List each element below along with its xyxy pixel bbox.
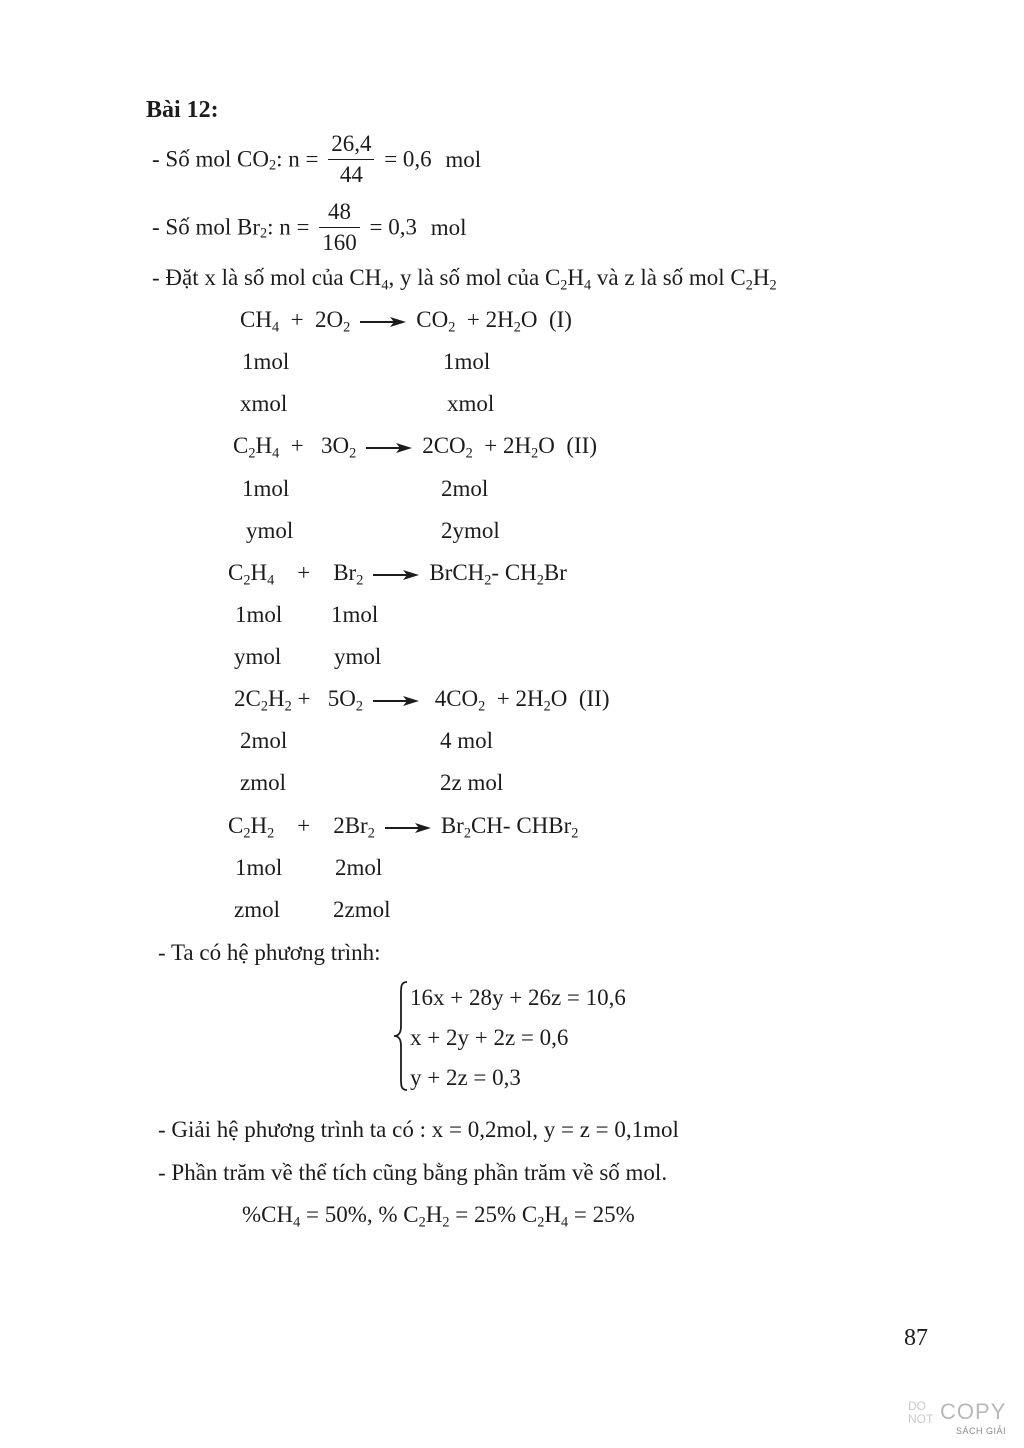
- reaction-arrow-icon: [373, 569, 419, 581]
- reaction-2-ratio-left: 1mol: [242, 476, 290, 501]
- reaction-4-equation: $2C_2H_2 + 5O_2$ $4CO_2 + 2H_2O$ (II): [234, 686, 610, 715]
- reaction-2-amount-left: ymol: [246, 518, 294, 543]
- equation-2: x + 2y + 2z = 0,6: [410, 1025, 569, 1050]
- reaction-1-amount-right: xmol: [447, 391, 495, 416]
- br2-fraction: $\frac{48}{160}$: [319, 197, 360, 258]
- system-intro: - Ta có hệ phương trình:: [158, 940, 381, 965]
- reaction-5-amount-right: 2zmol: [333, 897, 391, 922]
- reaction-arrow-icon: [366, 442, 412, 454]
- curly-brace-icon: [393, 980, 409, 1092]
- equation-1: 16x + 28y + 26z = 10,6: [410, 985, 626, 1010]
- reaction-arrow-icon: [360, 316, 406, 328]
- co2-moles-line: - Số mol $CO_2$: n = $\frac{26,4}{44}$ = 0,6 mol: [152, 129, 481, 190]
- co2-fraction: $\frac{26,4}{44}$: [328, 129, 374, 190]
- reaction-3-amount-right: ymol: [334, 644, 382, 669]
- equation-3: y + 2z = 0,3: [410, 1065, 521, 1090]
- reaction-arrow-icon: [385, 822, 431, 834]
- reaction-2-ratio-right: 2mol: [441, 476, 489, 501]
- reaction-4-ratio-right: 4 mol: [440, 728, 494, 753]
- reaction-4-amount-right: 2z mol: [440, 770, 504, 795]
- reaction-1-equation: $CH_4 + 2O_2$ $CO_2 + 2H_2O$ (I): [240, 307, 572, 336]
- reaction-4-ratio-left: 2mol: [240, 728, 288, 753]
- reaction-3-ratio-right: 1mol: [331, 602, 379, 627]
- do-not-copy-logo: DO NOT COPY SÁCH GIẢI: [908, 1399, 1007, 1436]
- page-number: 87: [904, 1325, 928, 1351]
- br2-moles-line: - Số mol $Br_2$: n = $\frac{48}{160}$ = 0,3 mol: [152, 197, 467, 258]
- exercise-title: Bài 12:: [146, 97, 219, 123]
- reaction-3-amount-left: ymol: [234, 644, 282, 669]
- reaction-5-equation: $C_2H_2$ + $2Br_2$ $Br_2CH-$ CHBr$_2$: [228, 813, 579, 842]
- final-result: $\%CH_4 = 50\%$, % $C_2H_2 = 25\%$ $C_2H_4 = 25\%$: [242, 1202, 635, 1231]
- reaction-arrow-icon: [373, 695, 419, 707]
- solution-line: - Giải hệ phương trình ta có : x = 0,2mol, y = z = 0,1mol: [158, 1117, 679, 1142]
- reaction-4-amount-left: zmol: [240, 770, 286, 795]
- reaction-3-equation: $C_2H_4$ + $Br_2$ BrCH$_2$- $CH_2Br$: [228, 560, 567, 589]
- reaction-2-amount-right: 2ymol: [441, 518, 500, 543]
- reaction-1-ratio-right: 1mol: [443, 349, 491, 374]
- reaction-5-amount-left: zmol: [234, 897, 280, 922]
- reaction-1-ratio-left: 1mol: [242, 349, 290, 374]
- variables-definition: - Đặt x là số mol của $CH_4$, y là số mol của $C_2H_4$ và z là số mol $C_2H_2$: [152, 265, 777, 294]
- reaction-5-ratio-left: 1mol: [235, 855, 283, 880]
- reaction-5-ratio-right: 2mol: [335, 855, 383, 880]
- reaction-2-equation: $C_2H_4 + 3O_2$ $2CO_2 + 2H_2O$ (II): [233, 433, 597, 462]
- percent-note: - Phần trăm về thể tích cũng bằng phần trăm về số mol.: [158, 1160, 668, 1185]
- reaction-3-ratio-left: 1mol: [235, 602, 283, 627]
- reaction-1-amount-left: xmol: [240, 391, 288, 416]
